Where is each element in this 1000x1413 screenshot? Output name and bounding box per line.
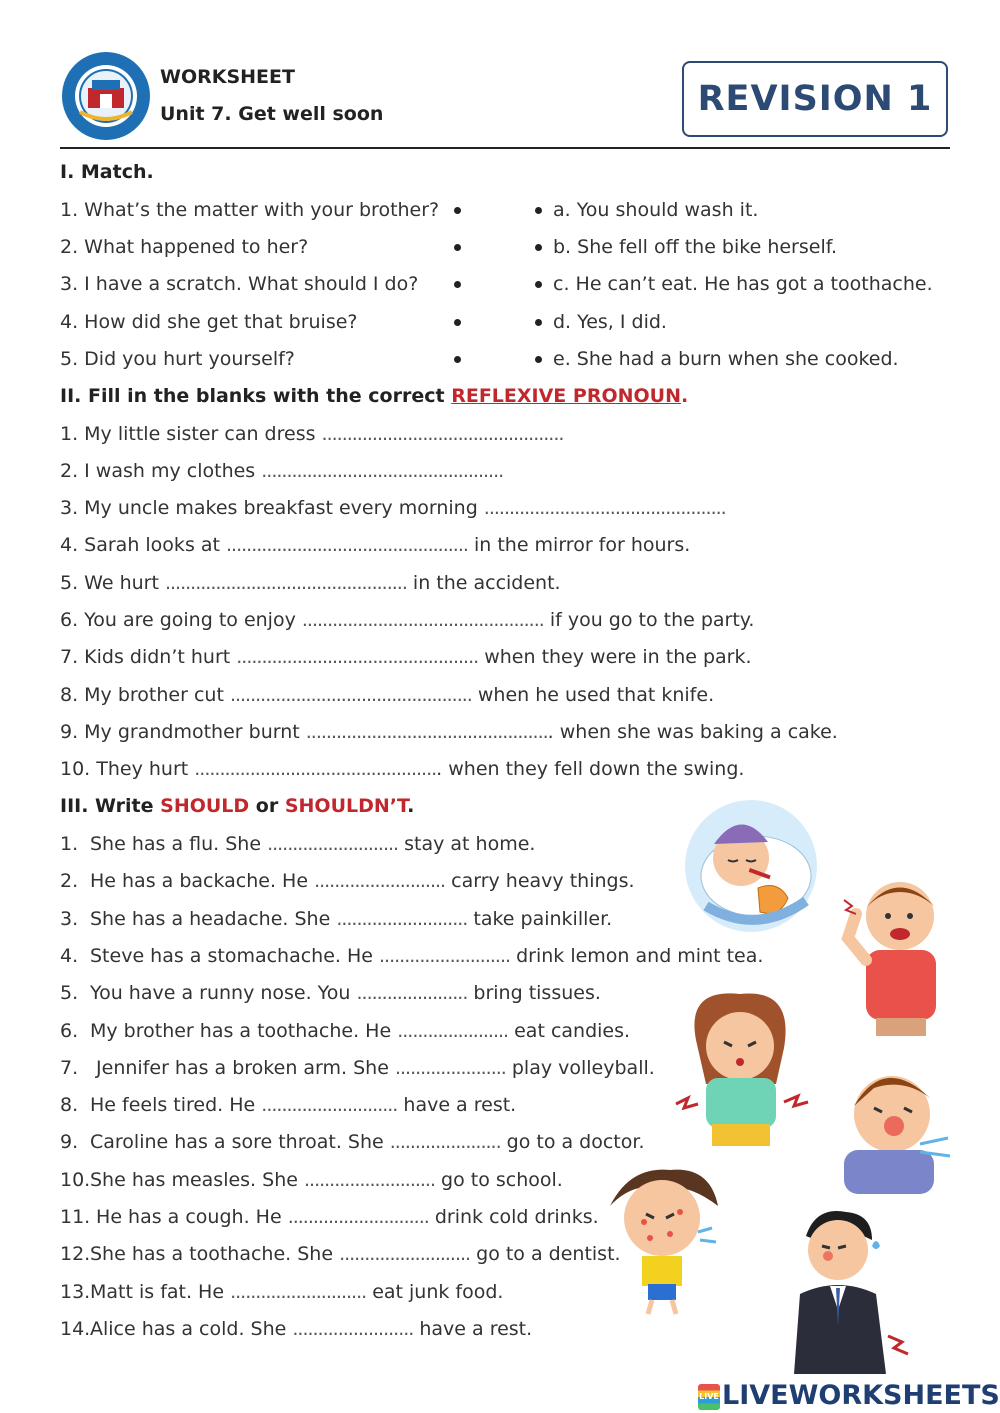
- item-text-end: carry heavy things.: [445, 870, 635, 892]
- match-answer: a. You should wash it.: [553, 199, 759, 221]
- answer-blank[interactable]: ......................: [389, 1131, 501, 1153]
- should-item: [60, 1242, 621, 1266]
- fill-item: [60, 496, 726, 520]
- item-text-end: . when she was baking a cake.: [547, 721, 838, 743]
- answer-blank[interactable]: ..........................: [379, 945, 511, 967]
- item-text: 5. We hurt: [60, 572, 165, 594]
- item-text: Jennifer has a broken arm. She: [90, 1057, 395, 1079]
- answer-blank[interactable]: ................................................: [226, 534, 468, 556]
- item-number: 2.: [60, 870, 79, 892]
- item-text: Caroline has a sore throat. She: [90, 1131, 390, 1153]
- item-text-end: stay at home.: [398, 833, 536, 855]
- man-backache-illustration: [776, 1206, 916, 1374]
- item-text-end: go to a dentist.: [470, 1243, 621, 1265]
- match-dot-right[interactable]: [535, 281, 542, 288]
- match-dot-right[interactable]: [535, 207, 542, 214]
- item-text: She has measles. She: [90, 1169, 304, 1191]
- answer-blank[interactable]: ..........................: [336, 908, 468, 930]
- item-text: She has a headache. She: [90, 908, 337, 930]
- item-text-end: go to school.: [435, 1169, 563, 1191]
- item-text-end: eat candies.: [508, 1020, 631, 1042]
- fill-item: [60, 683, 714, 707]
- item-text-end: when they were in the park.: [478, 646, 752, 668]
- item-text: My brother has a toothache. He: [90, 1020, 398, 1042]
- match-dot-right[interactable]: [535, 356, 542, 363]
- section3-heading: [60, 794, 414, 818]
- match-question: 3. I have a scratch. What should I do?: [60, 273, 419, 295]
- answer-blank[interactable]: ................................................: [261, 460, 504, 482]
- match-answer: b. She fell off the bike herself.: [553, 236, 838, 258]
- item-text-end: go to a doctor.: [500, 1131, 645, 1153]
- should-item: [60, 1280, 503, 1304]
- answer-blank[interactable]: ................................................: [483, 497, 726, 519]
- unit-title: Unit 7. Get well soon: [160, 103, 384, 125]
- fill-item: [60, 645, 752, 669]
- answer-blank[interactable]: ................................................: [301, 609, 544, 631]
- item-number: 12.: [60, 1243, 91, 1265]
- section3-heading-text: III. Write: [60, 795, 161, 817]
- answer-blank[interactable]: ...........................: [261, 1094, 398, 1116]
- item-text: She has a flu. She: [90, 833, 268, 855]
- fill-item: [60, 757, 744, 781]
- item-number: 7.: [60, 1057, 79, 1079]
- item-text: 9. My grandmother burnt: [60, 721, 306, 743]
- school-logo: [60, 50, 152, 142]
- item-text-end: when he used that knife.: [471, 684, 715, 706]
- answer-blank[interactable]: ................................................: [164, 572, 407, 594]
- fill-item: [60, 459, 503, 483]
- item-text-end: drink lemon and mint tea.: [510, 945, 764, 967]
- item-text-end: eat junk food.: [366, 1281, 504, 1303]
- should-item: [60, 832, 535, 856]
- should-item: [60, 907, 612, 931]
- item-text-end: in the mirror for hours.: [467, 534, 691, 556]
- live-badge-icon: LIVE: [698, 1384, 720, 1410]
- match-question: 1. What’s the matter with your brother?: [60, 199, 440, 221]
- match-dot-right[interactable]: [535, 244, 542, 251]
- item-number: 5.: [60, 982, 79, 1004]
- fill-item: [60, 533, 690, 557]
- revision-label: REVISION 1: [697, 79, 933, 119]
- item-number: 1.: [60, 833, 79, 855]
- item-text-end: . when they fell down the swing.: [436, 758, 745, 780]
- section1-heading: I. Match.: [60, 161, 154, 183]
- item-text: He has a cough. He: [90, 1206, 288, 1228]
- match-dot-left[interactable]: [454, 207, 461, 214]
- item-number: 14.: [60, 1318, 91, 1340]
- item-text-end: drink cold drinks.: [428, 1206, 599, 1228]
- section2-heading-end: .: [680, 385, 689, 407]
- item-text-end: in the accident.: [406, 572, 561, 594]
- item-text: Matt is fat. He: [90, 1281, 231, 1303]
- item-text-end: play volleyball.: [505, 1057, 655, 1079]
- item-number: 6.: [60, 1020, 79, 1042]
- should-item: [60, 1130, 644, 1154]
- section2-keyword: REFLEXIVE PRONOUN: [451, 385, 681, 407]
- section2-heading: [60, 384, 688, 408]
- match-dot-left[interactable]: [454, 281, 461, 288]
- answer-blank[interactable]: ................................................: [321, 423, 564, 445]
- answer-blank[interactable]: ............................: [287, 1206, 429, 1228]
- item-text-end: bring tissues.: [467, 982, 601, 1004]
- section3-heading-or: or: [249, 795, 285, 817]
- item-number: 9.: [60, 1131, 79, 1153]
- match-answer: d. Yes, I did.: [553, 311, 667, 333]
- answer-blank[interactable]: ......................: [394, 1057, 506, 1079]
- should-item: [60, 1168, 563, 1192]
- answer-blank[interactable]: ......................: [397, 1020, 509, 1042]
- answer-blank[interactable]: ......................: [356, 982, 468, 1004]
- item-text: 4. Sarah looks at: [60, 534, 227, 556]
- sick-girl-flu-illustration: [676, 796, 826, 936]
- item-text: He feels tired. He: [90, 1094, 262, 1116]
- answer-blank[interactable]: ................................................: [194, 758, 437, 780]
- item-text-end: have a rest.: [413, 1318, 533, 1340]
- should-item: [60, 869, 635, 893]
- item-text: 2. I wash my clothes: [60, 460, 262, 482]
- should-item: [60, 981, 601, 1005]
- should-item: [60, 1056, 655, 1080]
- match-dot-left[interactable]: [454, 319, 461, 326]
- section2-heading-text: II. Fill in the blanks with the correct: [60, 385, 452, 407]
- item-text: Steve has a stomachache. He: [90, 945, 380, 967]
- header-divider: [60, 147, 950, 149]
- answer-blank[interactable]: ........................: [292, 1318, 414, 1340]
- liveworksheets-logo: [698, 1380, 1000, 1411]
- match-dot-left[interactable]: [454, 244, 461, 251]
- answer-blank[interactable]: ..........................: [339, 1243, 471, 1265]
- should-item: [60, 944, 763, 968]
- item-text: 10. They hurt: [60, 758, 195, 780]
- item-text: 8. My brother cut: [60, 684, 230, 706]
- item-number: 13.: [60, 1281, 91, 1303]
- match-dot-left[interactable]: [454, 356, 461, 363]
- item-text: She has a toothache. She: [90, 1243, 340, 1265]
- item-text-end: have a rest.: [397, 1094, 517, 1116]
- match-question: 5. Did you hurt yourself?: [60, 348, 295, 370]
- fill-item: [60, 720, 838, 744]
- brand-name: LIVEWORKSHEETS: [722, 1380, 1000, 1411]
- item-number: 10.: [60, 1169, 91, 1191]
- answer-blank[interactable]: ................................................: [229, 684, 472, 706]
- match-question: 2. What happened to her?: [60, 236, 309, 258]
- should-item: [60, 1205, 599, 1229]
- item-text: 6. You are going to enjoy: [60, 609, 302, 631]
- match-answer: c. He can’t eat. He has got a toothache.: [553, 273, 933, 295]
- boy-cough-illustration: [600, 1166, 724, 1316]
- should-item: [60, 1093, 516, 1117]
- should-item: [60, 1019, 630, 1043]
- fill-item: [60, 608, 754, 632]
- item-number: 8.: [60, 1094, 79, 1116]
- item-text: 3. My uncle makes breakfast every morning: [60, 497, 484, 519]
- answer-blank[interactable]: ..........................: [267, 833, 399, 855]
- item-text: Alice has a cold. She: [90, 1318, 293, 1340]
- revision-badge: [682, 61, 948, 137]
- item-number: 11.: [60, 1206, 91, 1228]
- item-text-end: if you go to the party.: [543, 609, 755, 631]
- fill-item: [60, 571, 561, 595]
- item-text-end: take painkiller.: [467, 908, 613, 930]
- item-text: 1. My little sister can dress: [60, 423, 322, 445]
- boy-headache-illustration: [838, 868, 953, 1038]
- section3-keyword-should: SHOULD: [160, 795, 250, 817]
- match-question: 4. How did she get that bruise?: [60, 311, 358, 333]
- answer-blank[interactable]: ..........................: [303, 1169, 436, 1191]
- item-number: 3.: [60, 908, 79, 930]
- item-number: 4.: [60, 945, 79, 967]
- answer-blank[interactable]: ................................................: [305, 721, 548, 743]
- worksheet-title: WORKSHEET: [160, 66, 295, 88]
- match-dot-right[interactable]: [535, 319, 542, 326]
- should-item: [60, 1317, 532, 1341]
- girl-stomachache-illustration: [666, 988, 812, 1150]
- match-answer: e. She had a burn when she cooked.: [553, 348, 899, 370]
- item-text: 7. Kids didn’t hurt: [60, 646, 237, 668]
- section3-keyword-shouldnt: SHOULDN’T: [284, 795, 408, 817]
- answer-blank[interactable]: ................................................: [236, 646, 479, 668]
- answer-blank[interactable]: ..........................: [314, 870, 446, 892]
- boy-runny-nose-illustration: [834, 1058, 958, 1196]
- section3-heading-end: .: [407, 795, 415, 817]
- fill-item: [60, 422, 563, 446]
- item-text: He has a backache. He: [90, 870, 315, 892]
- answer-blank[interactable]: ...........................: [230, 1281, 367, 1303]
- item-text: You have a runny nose. You: [90, 982, 357, 1004]
